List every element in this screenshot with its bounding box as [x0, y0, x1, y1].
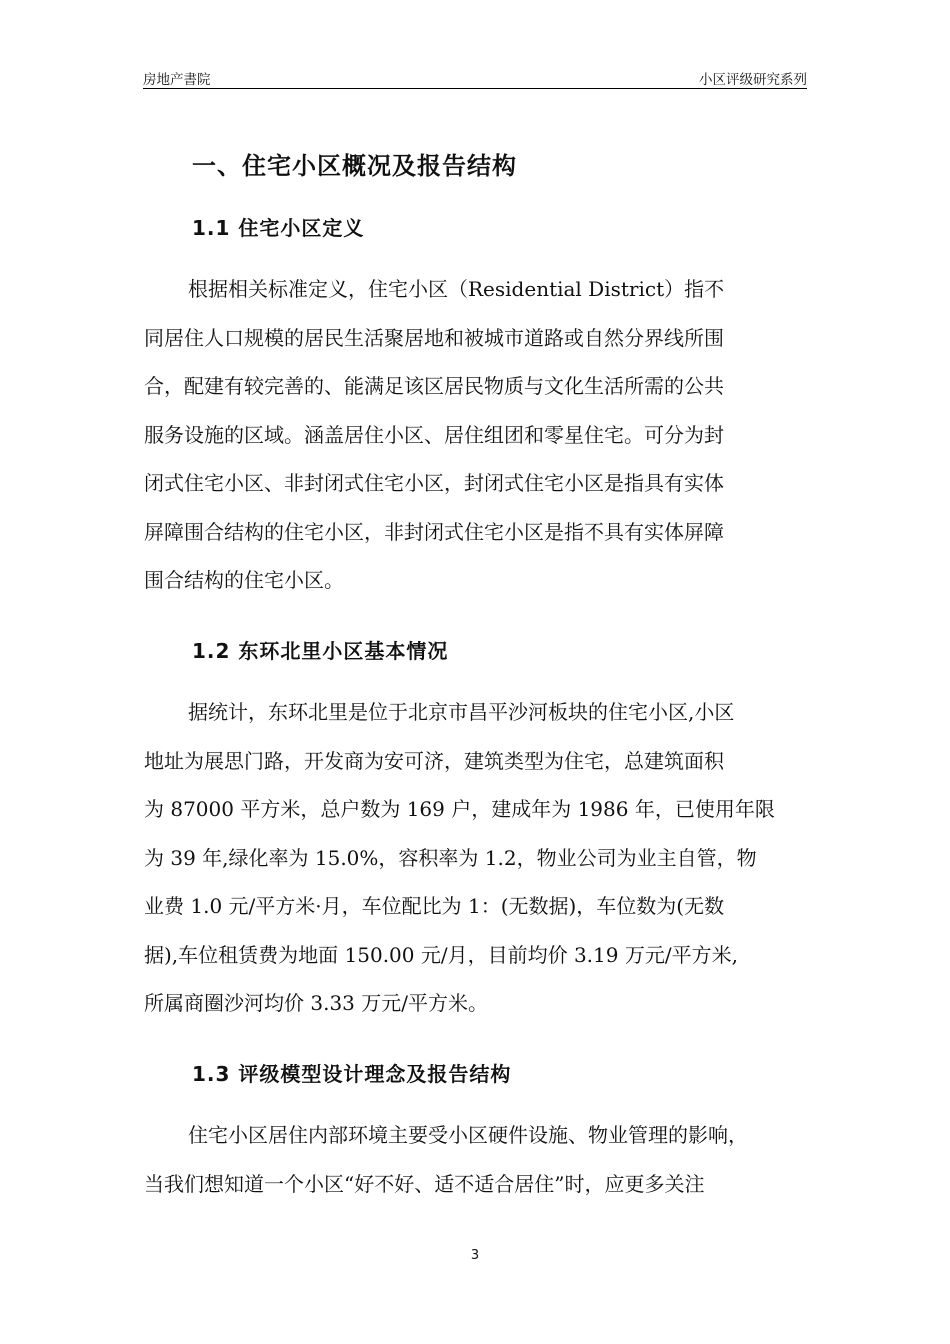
paragraph-line: 当我们想知道一个小区“好不好、适不适合居住”时，应更多关注 — [144, 1171, 705, 1196]
paragraph-line: 所属商圈沙河均价 3.33 万元/平方米。 — [144, 991, 488, 1015]
paragraph-line: 地址为展思门路，开发商为安可济，建筑类型为住宅，总建筑面积 — [144, 748, 724, 773]
paragraph-line: 服务设施的区域。涵盖居住小区、居住组团和零星住宅。可分为封 — [144, 422, 724, 447]
section-heading-1-3: 1.3 评级模型设计理念及报告结构 — [192, 1062, 512, 1086]
paragraph-line: 围合结构的住宅小区。 — [144, 568, 344, 592]
paragraph-line: 住宅小区居住内部环境主要受小区硬件设施、物业管理的影响， — [188, 1123, 748, 1147]
section-1-2-paragraph — [144, 688, 808, 1028]
chapter-title: 一、住宅小区概况及报告结构 — [192, 152, 517, 180]
section-heading-1-1: 1.1 住宅小区定义 — [192, 216, 365, 240]
paragraph-line: 闭式住宅小区、非封闭式住宅小区，封闭式住宅小区是指具有实体 — [144, 471, 724, 495]
header-left-text: 房地产書院 — [143, 72, 211, 88]
section-heading-1-2: 1.2 东环北里小区基本情况 — [192, 639, 449, 663]
paragraph-line: 同居住人口规模的居民生活聚居地和被城市道路或自然分界线所围 — [144, 325, 724, 350]
paragraph-line: 业费 1.0 元/平方米·月，车位配比为 1：(无数据)，车位数为(无数 — [144, 894, 725, 918]
paragraph-line: 据统计，东环北里是位于北京市昌平沙河板块的住宅小区,小区 — [188, 700, 735, 724]
section-1-1-paragraph — [144, 265, 808, 605]
paragraph-line: 为 87000 平方米，总户数为 169 户，建成年为 1986 年，已使用年限 — [144, 797, 775, 821]
paragraph-line: 根据相关标准定义，住宅小区（Residential District）指不 — [188, 277, 725, 301]
page-header — [143, 64, 807, 89]
section-1-3-paragraph — [144, 1111, 808, 1208]
header-right-text: 小区评级研究系列 — [699, 72, 807, 88]
paragraph-line: 据),车位租赁费为地面 150.00 元/月，目前均价 3.19 万元/平方米, — [144, 942, 738, 967]
paragraph-line: 合，配建有较完善的、能满足该区居民物质与文化生活所需的公共 — [144, 374, 724, 398]
page-number: 3 — [470, 1248, 480, 1263]
paragraph-line: 为 39 年,绿化率为 15.0%，容积率为 1.2，物业公司为业主自管，物 — [144, 845, 757, 870]
paragraph-line: 屏障围合结构的住宅小区，非封闭式住宅小区是指不具有实体屏障 — [144, 519, 724, 544]
